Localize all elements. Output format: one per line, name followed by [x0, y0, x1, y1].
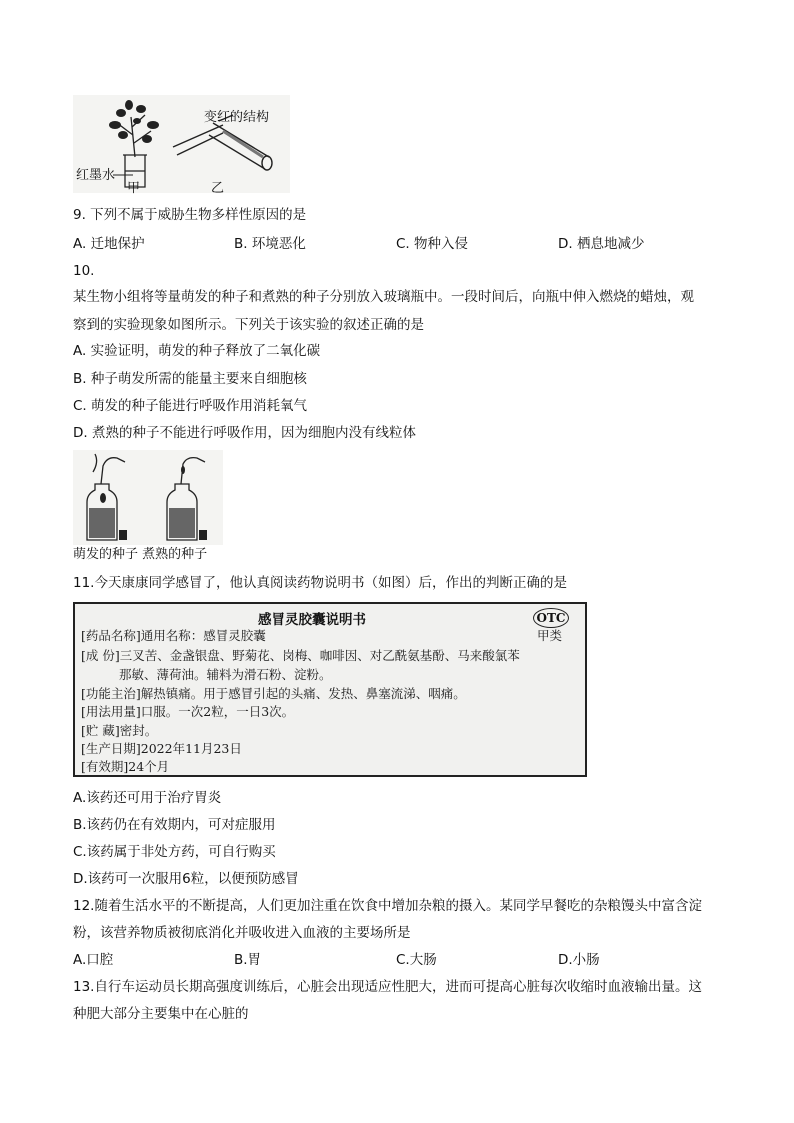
- label-date: [生产日期]2022年11月23日: [81, 741, 242, 756]
- q10-option-c[interactable]: C. 萌发的种子能进行呼吸作用消耗氧气: [73, 398, 308, 414]
- q10-option-d[interactable]: D. 煮熟的种子不能进行呼吸作用，因为细胞内没有线粒体: [73, 425, 416, 441]
- q11-option-a[interactable]: A.该药还可用于治疗胃炎: [73, 790, 222, 806]
- red-ink-label: 红墨水: [76, 168, 116, 183]
- q12-stem-line1: 12.随着生活水平的不断提高，人们更加注重在饮食中增加杂粮的摄入。某同学早餐吃的杂粮馒头中富含淀: [73, 898, 702, 914]
- q13-stem-line1: 13.自行车运动员长期高强度训练后，心脏会出现适应性肥大，进而可提高心脏每次收缩时血液输出量。这: [73, 979, 702, 995]
- label-indication: [功能主治]解热镇痛。用于感冒引起的头痛、发热、鼻塞流涕、咽痛。: [81, 686, 466, 701]
- seed-bottles-illustration: [73, 450, 223, 545]
- q9-option-d[interactable]: D. 栖息地减少: [558, 236, 645, 252]
- medicine-instruction-label: [73, 602, 587, 777]
- label-validity: [有效期]24个月: [81, 759, 170, 774]
- label-usage: [用法用量]口服。一次2粒，一日3次。: [81, 704, 295, 719]
- label-title: 感冒灵胶囊说明书: [258, 612, 366, 628]
- q11-option-b[interactable]: B.该药仍在有效期内，可对症服用: [73, 817, 276, 833]
- red-structure-label: 变红的结构: [204, 110, 270, 125]
- q13-stem-line2: 种肥大部分主要集中在心脏的: [73, 1006, 249, 1022]
- q12-option-d[interactable]: D.小肠: [558, 952, 600, 968]
- q11-option-d[interactable]: D.该药可一次服用6粒，以便预防感冒: [73, 871, 299, 887]
- q12-stem-line2: 粉，该营养物质被彻底消化并吸收进入血液的主要场所是: [73, 925, 411, 941]
- q11-option-c[interactable]: C.该药属于非处方药，可自行购买: [73, 844, 276, 860]
- q10-option-b[interactable]: B. 种子萌发所需的能量主要来自细胞核: [73, 371, 307, 387]
- q9-option-c[interactable]: C. 物种入侵: [396, 236, 469, 252]
- figure-plant-stem: [73, 95, 290, 196]
- otc-class: 甲类: [537, 628, 563, 643]
- figure-seed-bottles: [73, 450, 223, 545]
- q10-option-a[interactable]: A. 实验证明，萌发的种子释放了二氧化碳: [73, 343, 321, 359]
- q12-option-c[interactable]: C.大肠: [396, 952, 437, 968]
- otc-badge: OTC: [533, 608, 569, 628]
- label-storage: [贮 藏]密封。: [81, 723, 158, 738]
- q9-stem: 9. 下列不属于威胁生物多样性原因的是: [73, 207, 307, 223]
- label-composition-2: 那敏、薄荷油。辅料为滑石粉、淀粉。: [119, 667, 332, 682]
- caption-jia: 甲: [127, 181, 141, 196]
- label-composition-1: [成 份]三叉苦、金盏银盘、野菊花、岗梅、咖啡因、对乙酰氨基酚、马来酸氯苯: [81, 648, 520, 663]
- q9-option-a[interactable]: A. 迁地保护: [73, 236, 145, 252]
- q12-option-b[interactable]: B.胃: [234, 952, 262, 968]
- q10-stem-line2: 察到的实验现象如图所示。下列关于该实验的叙述正确的是: [73, 317, 424, 333]
- q10-figure-caption: 萌发的种子 煮熟的种子: [73, 547, 208, 562]
- q9-option-b[interactable]: B. 环境恶化: [234, 236, 306, 252]
- q10-stem-line1: 某生物小组将等量萌发的种子和煮熟的种子分别放入玻璃瓶中。一段时间后，向瓶中伸入燃烧的蜡烛，观: [73, 289, 694, 305]
- q10-number: 10.: [73, 263, 95, 279]
- q11-stem: 11.今天康康同学感冒了，他认真阅读药物说明书（如图）后，作出的判断正确的是: [73, 575, 567, 591]
- caption-yi: 乙: [211, 181, 225, 196]
- label-name: [药品名称]通用名称：感冒灵胶囊: [81, 628, 266, 643]
- q12-option-a[interactable]: A.口腔: [73, 952, 114, 968]
